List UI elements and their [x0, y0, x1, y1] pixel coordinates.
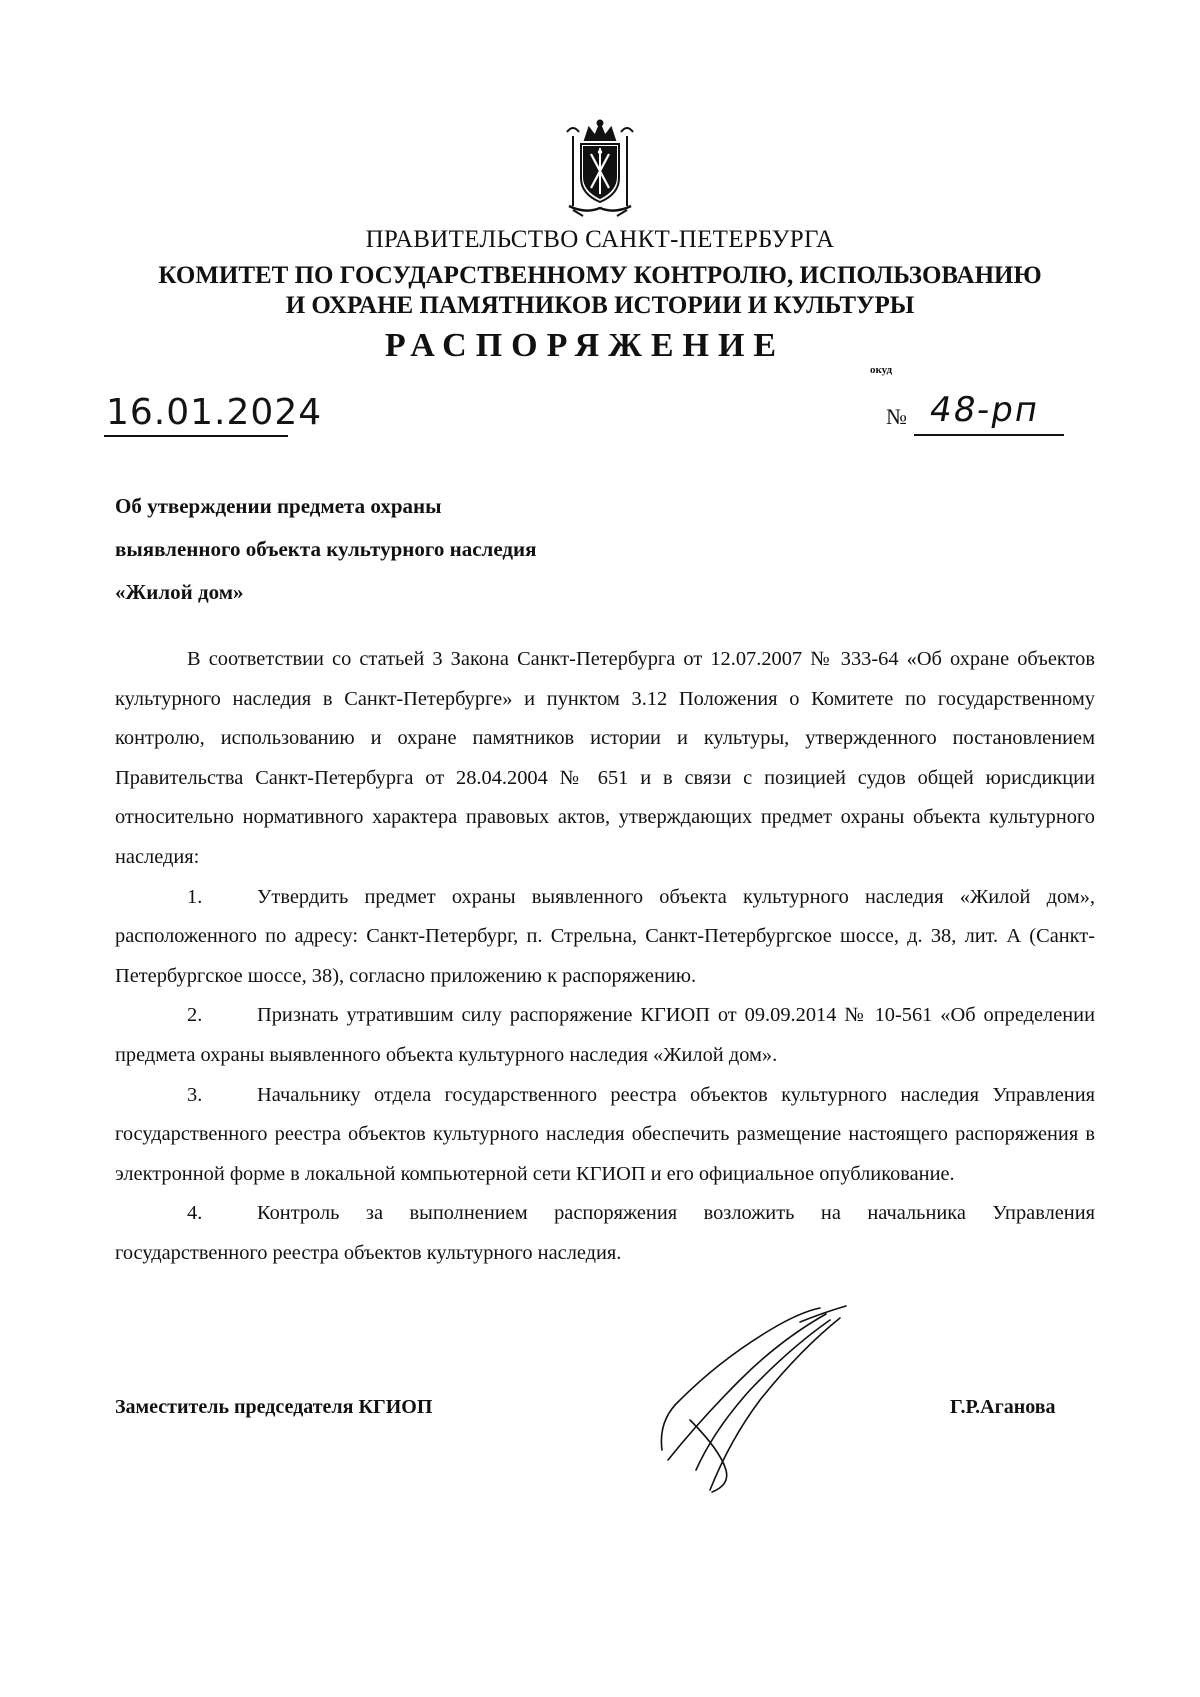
signatory-position: Заместитель председателя КГИОП: [115, 1396, 433, 1418]
preamble-paragraph: В соответствии со статьей 3 Закона Санкт-Петербурга от 12.07.2007 № 333-64 «Об охране объектов культурного наследия в Санкт-Петербурге» и пунктом 3.12 Положения о Комитете по государственному контролю, использованию и охране памятников истории и культуры, утвержденного постановлением Правительства Санкт-Петербурга от 28.04.2004 № 651 и в связи с позицией судов общей юрисдикции относительно нормативного характера правовых актов, утверждающих предмет охраны объекта культурного наследия:: [115, 648, 1095, 868]
committee-name-line-2: И ОХРАНЕ ПАМЯТНИКОВ ИСТОРИИ И КУЛЬТУРЫ: [285, 292, 915, 319]
clause-3: [115, 1076, 1095, 1195]
clause-text: Контроль за выполнением распоряжения возложить на начальника Управления государственного реестра объектов культурного наследия.: [115, 1202, 1095, 1264]
okud-label: окуд: [870, 364, 893, 376]
document-body: [115, 640, 1095, 1274]
clause-number: 1.: [187, 885, 203, 908]
clause-4: [115, 1194, 1095, 1273]
signatory-name: Г.Р.Аганова: [950, 1396, 1056, 1418]
clause-2: [115, 996, 1095, 1075]
clause-number: 4.: [187, 1202, 203, 1225]
handwritten-signature-icon: [650, 1300, 880, 1500]
date-underline: [104, 435, 288, 437]
clause-number: 3.: [187, 1083, 203, 1106]
number-underline: [914, 434, 1064, 436]
committee-name-line-1: КОМИТЕТ ПО ГОСУДАРСТВЕННОМУ КОНТРОЛЮ, ИСПОЛЬЗОВАНИЮ: [158, 262, 1042, 289]
clause-1: [115, 878, 1095, 997]
document-title-line-2: выявленного объекта культурного наследия: [115, 537, 537, 561]
number-label: №: [886, 404, 907, 429]
document-title-line-1: Об утверждении предмета охраны: [115, 494, 442, 518]
clause-number: 2.: [187, 1004, 203, 1027]
clause-text: Утвердить предмет охраны выявленного объекта культурного наследия «Жилой дом», расположенного по адресу: Санкт-Петербург, п. Стрельна, Санкт-Петербургское шоссе, д. 38, лит. А (Санкт-Петербургское шоссе, 38), согласно приложению к распоряжению.: [115, 885, 1095, 987]
clause-text: Признать утратившим силу распоряжение КГИОП от 09.09.2014 № 10-561 «Об определении предмета охраны выявленного объекта культурного наследия «Жилой дом».: [115, 1004, 1095, 1066]
document-number: 48-рп: [926, 390, 1043, 430]
document-date: 16.01.2024: [106, 392, 323, 433]
government-name: ПРАВИТЕЛЬСТВО САНКТ-ПЕТЕРБУРГА: [365, 226, 835, 253]
document-type: РАСПОРЯЖЕНИЕ: [384, 327, 786, 364]
clause-text: Начальнику отдела государственного реестра объектов культурного наследия Управления государственного реестра объектов культурного наследия обеспечить размещение настоящего распоряжения в электронной форме в локальной компьютерной сети КГИОП и его официальное опубликование.: [115, 1083, 1095, 1185]
coat-of-arms-icon: [555, 118, 645, 218]
document-title-line-3: «Жилой дом»: [115, 580, 244, 604]
